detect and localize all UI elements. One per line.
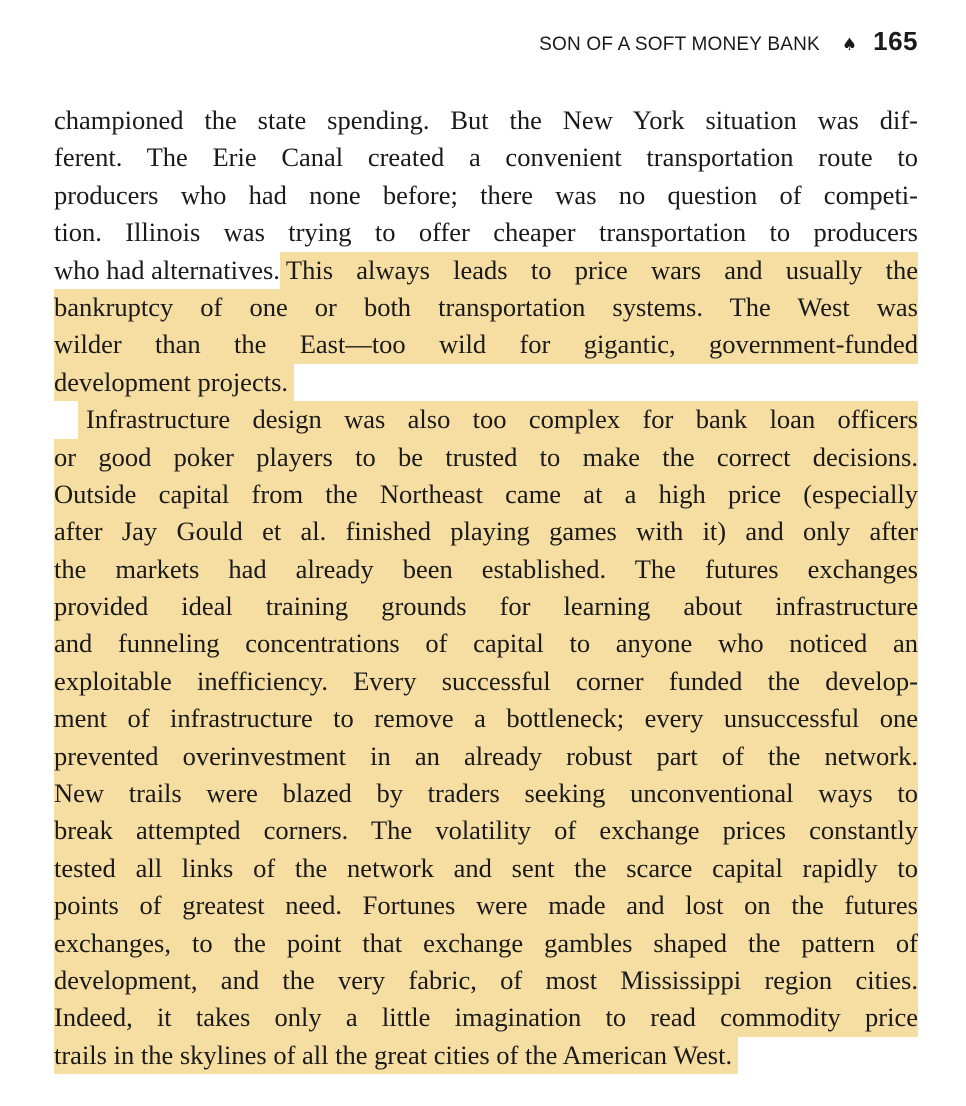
text-line: producers who had none before; there was no question of competi-	[54, 179, 918, 210]
highlighted-line[interactable]: prevented overinvestment in an already robust part of the network.	[54, 738, 918, 775]
highlighted-line[interactable]: development, and the very fabric, of most Mississippi region cities.	[54, 962, 918, 999]
text-line-split	[54, 252, 918, 289]
highlighted-line-wrap	[54, 1037, 918, 1074]
body-text	[54, 102, 918, 1074]
highlighted-line[interactable]: and funneling concentrations of capital to anyone who noticed an	[54, 625, 918, 662]
highlight-segment[interactable]: This always leads to price wars and usually the	[280, 252, 918, 289]
highlighted-line[interactable]: New trails were blazed by traders seeking unconventional ways to	[54, 775, 918, 812]
highlighted-line[interactable]: points of greatest need. Fortunes were made and lost on the futures	[54, 887, 918, 924]
text-plain-segment: who had alternatives.	[54, 254, 280, 285]
indent-space	[54, 401, 78, 438]
highlighted-line-wrap	[54, 364, 918, 401]
highlighted-line[interactable]: break attempted corners. The volatility of exchange prices constantly	[54, 812, 918, 849]
text-line: championed the state spending. But the New York situation was dif-	[54, 105, 918, 135]
highlighted-line[interactable]: after Jay Gould et al. finished playing games with it) and only after	[54, 513, 918, 550]
paragraph-1	[54, 102, 918, 401]
highlighted-line[interactable]: provided ideal training grounds for learning about infrastructure	[54, 588, 918, 625]
spade-ornament-icon: ♠	[841, 35, 858, 55]
highlighted-line[interactable]: tested all links of the network and sent the scarce capital rapidly to	[54, 850, 918, 887]
highlighted-line[interactable]: ment of infrastructure to remove a bottleneck; every unsuccessful one	[54, 700, 918, 737]
highlighted-line[interactable]: Infrastructure design was also too complex for bank loan officers	[78, 401, 918, 438]
highlighted-line[interactable]: Indeed, it takes only a little imagination to read commodity price	[54, 999, 918, 1036]
highlighted-line[interactable]: or good poker players to be trusted to make the correct decisions.	[54, 439, 918, 476]
highlighted-line[interactable]: bankruptcy of one or both transportation systems. The West was	[54, 289, 918, 326]
paragraph-2	[54, 401, 918, 1074]
text-line: ferent. The Erie Canal created a convenient transportation route to	[54, 142, 918, 173]
highlighted-line-indent	[54, 401, 918, 438]
running-head-title: SON OF A SOFT MONEY BANK	[539, 34, 820, 55]
highlighted-line[interactable]: exchanges, to the point that exchange gambles shaped the pattern of	[54, 925, 918, 962]
text-line: tion. Illinois was trying to offer cheaper transportation to producers	[54, 217, 918, 248]
highlighted-line[interactable]: the markets had already been established. The futures exchanges	[54, 551, 918, 588]
highlighted-line[interactable]: Outside capital from the Northeast came at a high price (especially	[54, 476, 918, 513]
running-header	[539, 26, 918, 57]
highlighted-line[interactable]: trails in the skylines of all the great cities of the American West.	[54, 1037, 738, 1074]
highlighted-line[interactable]: development projects.	[54, 364, 294, 401]
highlighted-line[interactable]: exploitable inefficiency. Every successful corner funded the develop-	[54, 663, 918, 700]
page-number: 165	[873, 26, 918, 56]
highlighted-line[interactable]: wilder than the East—too wild for gigantic, government-funded	[54, 326, 918, 363]
